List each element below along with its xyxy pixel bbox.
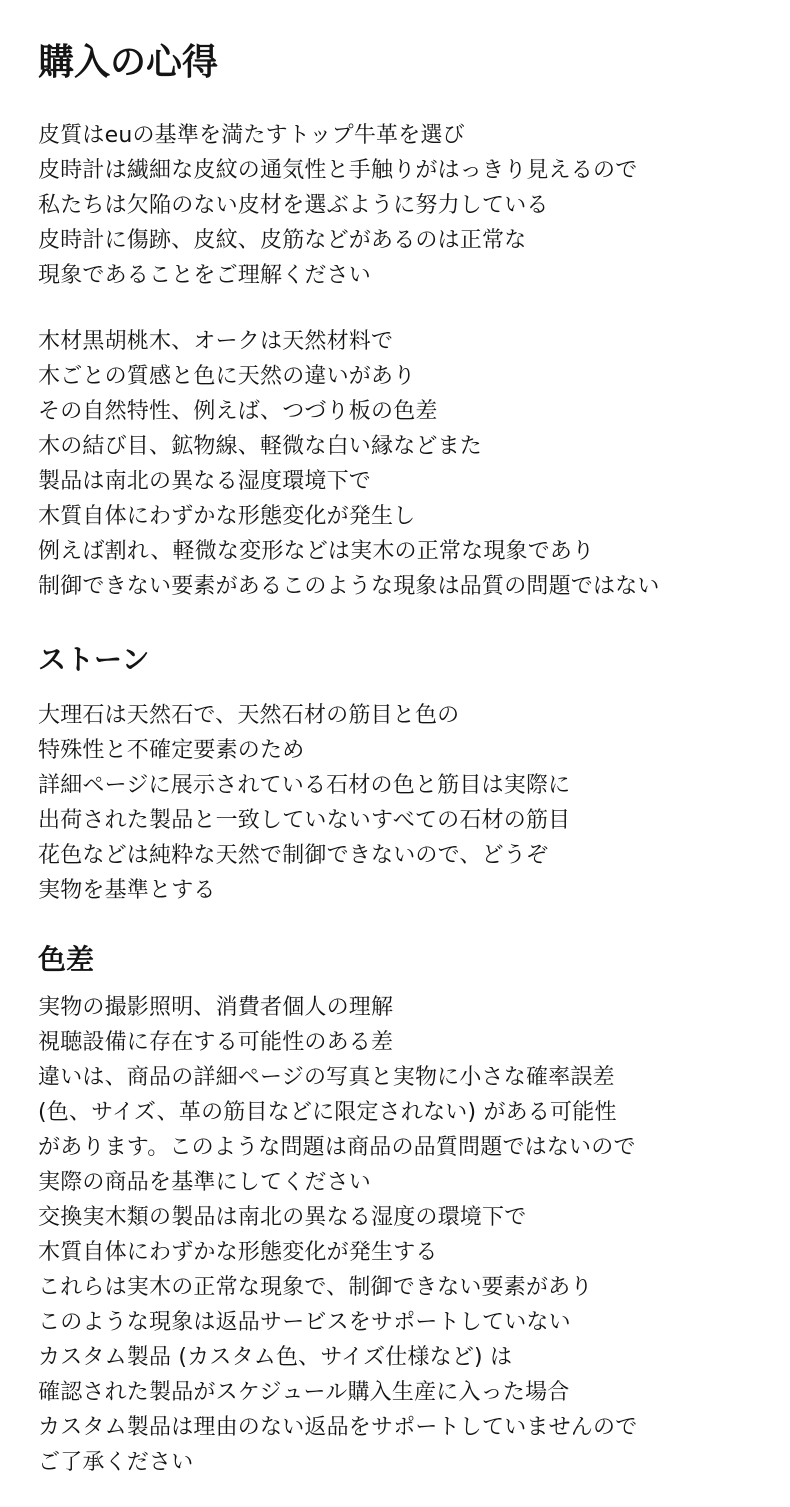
text-line: このような現象は返品サービスをサポートしていない <box>38 1310 571 1335</box>
text-line: 木材黒胡桃木、オークは天然材料で <box>38 329 394 354</box>
stone-paragraph <box>38 698 570 908</box>
text-line: ご了承ください <box>38 1450 194 1475</box>
page-title: 購入の心得 <box>38 42 219 83</box>
text-line: 実物の撮影照明、消費者個人の理解 <box>38 995 394 1020</box>
text-line: 例えば割れ、軽微な変形などは実木の正常な現象であり <box>38 539 595 564</box>
text-line: 皮時計に傷跡、皮紋、皮筋などがあるのは正常な <box>38 228 527 253</box>
text-line: 皮質はeuの基準を満たすトップ牛革を選び <box>38 123 465 148</box>
text-line: 視聴設備に存在する可能性のある差 <box>38 1030 394 1055</box>
text-line: があります。このような問題は商品の品質問題ではないので <box>38 1135 636 1160</box>
text-line: 木質自体にわずかな形態変化が発生する <box>38 1240 438 1265</box>
text-line: 木の結び目、鉱物線、軽微な白い縁などまた <box>38 434 483 459</box>
text-line: 現象であることをご理解ください <box>38 263 372 288</box>
text-line: 確認された製品がスケジュール購入生産に入った場合 <box>38 1380 570 1405</box>
text-line: 実際の商品を基準にしてください <box>38 1170 372 1195</box>
text-line: 木ごとの質感と色に天然の違いがあり <box>38 364 416 389</box>
text-line: (色、サイズ、革の筋目などに限定されない) がある可能性 <box>38 1100 617 1125</box>
text-line: 出荷された製品と一致していないすべての石材の筋目 <box>38 808 571 833</box>
text-line: 皮時計は繊細な皮紋の通気性と手触りがはっきり見えるので <box>38 158 638 183</box>
color-difference-heading: 色差 <box>38 943 95 976</box>
text-line: カスタム製品は理由のない返品をサポートしていませんので <box>38 1415 638 1440</box>
text-line: その自然特性、例えば、つづり板の色差 <box>38 399 438 424</box>
text-line: 実物を基準とする <box>38 878 216 903</box>
text-line: 特殊性と不確定要素のため <box>38 738 305 763</box>
color-difference-paragraph <box>38 990 637 1480</box>
text-line: 制御できない要素があるこのような現象は品質の問題ではない <box>38 574 660 599</box>
text-line: 詳細ページに展示されている石材の色と筋目は実際に <box>38 773 571 798</box>
text-line: 花色などは純粋な天然で制御できないので、どうぞ <box>38 843 549 868</box>
leather-paragraph <box>38 118 637 293</box>
text-line: 私たちは欠陥のない皮材を選ぶように努力している <box>38 193 549 218</box>
text-line: 交換実木類の製品は南北の異なる湿度の環境下で <box>38 1205 527 1230</box>
text-line: カスタム製品 (カスタム色、サイズ仕様など) は <box>38 1345 513 1370</box>
text-line: これらは実木の正常な現象で、制御できない要素があり <box>38 1275 593 1300</box>
text-line: 違いは、商品の詳細ページの写真と実物に小さな確率誤差 <box>38 1065 615 1090</box>
wood-paragraph <box>38 324 660 604</box>
stone-heading: ストーン <box>38 643 150 676</box>
text-line: 製品は南北の異なる湿度環境下で <box>38 469 372 494</box>
text-line: 大理石は天然石で、天然石材の筋目と色の <box>38 703 460 728</box>
text-line: 木質自体にわずかな形態変化が発生し <box>38 504 416 529</box>
